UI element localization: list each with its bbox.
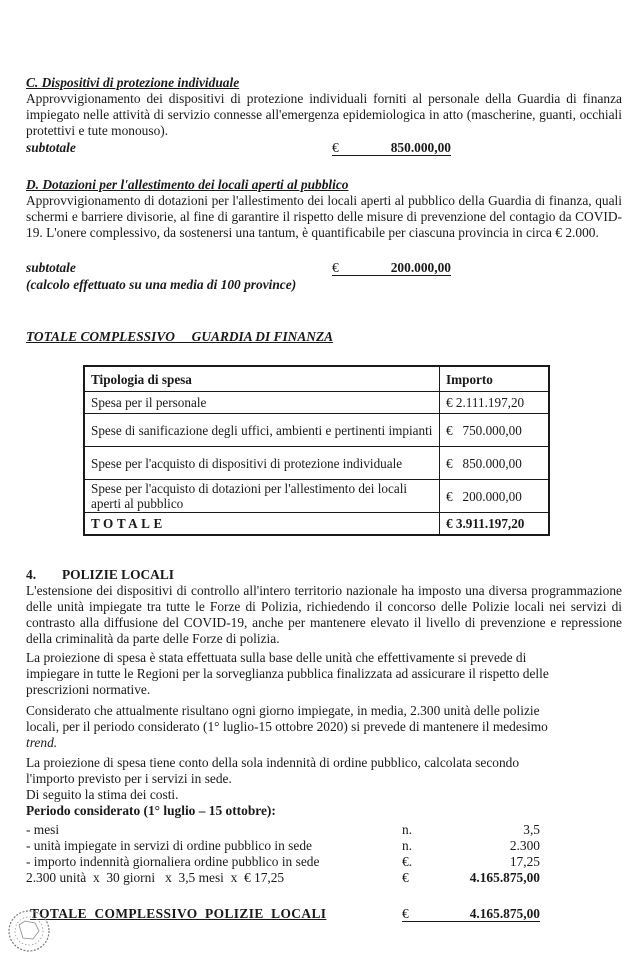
calc-row-value: 3,5 <box>523 822 540 837</box>
section-c-subtotal-label: subtotale <box>26 140 76 155</box>
table-total-label: TOTALE <box>84 513 440 536</box>
section-c-body: Approvvigionamento dei dispositivi di protezione individuali forniti al personale della Guardia di finanza impiegato nelle attività di servizio connesse all'emergenza epidemiologica in atto (mascherine, guanti, occhiali protettivi e tute monouso). <box>26 91 622 138</box>
total-polizie-heading: TOTALE COMPLESSIVO POLIZIE LOCALI <box>30 906 327 921</box>
underline-rule <box>332 275 451 276</box>
section-d-note: (calcolo effettuato su una media di 100 province) <box>26 277 297 292</box>
table-row <box>84 480 549 513</box>
section-4-para2-line1: La proiezione di spesa è stata effettuata sulla base delle unità che effettivamente si prevede di <box>26 650 527 665</box>
section-4-number: 4. <box>26 567 37 582</box>
total-gdf-heading: TOTALE COMPLESSIVO GUARDIA DI FINANZA <box>26 329 334 344</box>
calc-row-label: - unità impiegate in servizi di ordine pubblico in sede <box>26 838 312 853</box>
section-4-para1: L'estensione dei dispositivi di controllo all'intero territorio nazionale ha imposto una diversa programmazione delle unità impiegate tra tutte le Forze di Polizia, richiedendo il concorso delle Polizie locali nei servizi di contrasto alla diffusione del COVID-19, anche per mantenere elevato il livello di prevenzione e repressione della criminalità da parte delle Forze di polizia. <box>26 583 622 646</box>
summary-table <box>83 365 550 536</box>
currency-symbol: € <box>402 906 409 921</box>
total-polizie-value: 4.165.875,00 <box>469 906 540 921</box>
calc-row-unit: n. <box>402 822 413 837</box>
calc-row-label: 2.300 unità x 30 giorni x 3,5 mesi x € 17,25 <box>26 870 285 885</box>
calc-row-unit: € <box>402 870 409 885</box>
table-header-row <box>84 366 549 392</box>
calc-row-label: - importo indennità giornaliera ordine pubblico in sede <box>26 854 320 869</box>
currency-symbol: € <box>332 260 339 275</box>
table-cell-label: Spese di sanificazione degli uffici, ambienti e pertinenti impianti <box>84 414 440 447</box>
table-cell-amount: € 850.000,00 <box>440 447 550 480</box>
calc-row-value: 2.300 <box>509 838 540 853</box>
table-cell-label: Spesa per il personale <box>84 392 440 414</box>
underline-rule <box>332 155 451 156</box>
table-cell-label: Spese per l'acquisto di dispositivi di protezione individuale <box>84 447 440 480</box>
section-4-para2-line3: prescrizioni normative. <box>26 682 151 697</box>
section-4-para3-line2: locali, per il periodo considerato (1° luglio-15 ottobre 2020) si prevede di mantenere il medesimo <box>26 719 548 734</box>
table-row <box>84 414 549 447</box>
seal-stamp-icon <box>5 905 57 955</box>
section-d-heading: D. Dotazioni per l'allestimento dei locali aperti al pubblico <box>26 177 349 192</box>
underline-rule <box>402 921 540 922</box>
table-row <box>84 447 549 480</box>
calc-row-label: - mesi <box>26 822 60 837</box>
section-4-para5: Di seguito la stima dei costi. <box>26 787 179 802</box>
table-total-row <box>84 513 549 536</box>
section-4-para2-line2: impiegare in tutte le Regioni per la sorveglianza pubblica finalizzata ad assicurare il rispetto delle <box>26 666 549 681</box>
table-header-importo: Importo <box>440 366 550 392</box>
calc-row-value: 17,25 <box>509 854 540 869</box>
table-cell-amount: € 2.111.197,20 <box>440 392 550 414</box>
section-4-para3-line1: Considerato che attualmente risultano ogni giorno impiegate, in media, 2.300 unità delle polizie <box>26 703 540 718</box>
section-4-para4-line2: l'importo previsto per i servizi in sede. <box>26 771 232 786</box>
section-c-subtotal-value: 850.000,00 <box>390 140 451 155</box>
table-cell-amount: € 750.000,00 <box>440 414 550 447</box>
section-d-subtotal-label: subtotale <box>26 260 76 275</box>
section-4-heading: POLIZIE LOCALI <box>62 567 174 582</box>
calc-row-value: 4.165.875,00 <box>469 870 540 885</box>
section-d-subtotal <box>332 260 451 277</box>
table-total-amount: € 3.911.197,20 <box>440 513 550 536</box>
section-4-para4-line1: La proiezione di spesa tiene conto della sola indennità di ordine pubblico, calcolata secondo <box>26 755 520 770</box>
section-4-para3-line3: trend. <box>26 735 58 750</box>
table-cell-label: Spese per l'acquisto di dotazioni per l'allestimento dei locali aperti al pubblico <box>84 480 440 513</box>
currency-symbol: € <box>332 140 339 155</box>
calc-row-unit: €. <box>402 854 413 869</box>
section-d-body: Approvvigionamento di dotazioni per l'allestimento dei locali aperti al pubblico della Guardia di finanza, quali schermi e barriere divisorie, al fine di garantire il rispetto delle misure di prevenzione del contagio da COVID-19. L'onere complessivo, da sostenersi una tantum, è quantificabile per ciascuna provincia in circa € 2.000. <box>26 193 622 240</box>
section-c-heading: C. Dispositivi di protezione individuale <box>26 75 240 90</box>
table-cell-amount: € 200.000,00 <box>440 480 550 513</box>
table-row <box>84 392 549 414</box>
table-header-tipologia: Tipologia di spesa <box>84 366 440 392</box>
calc-row-unit: n. <box>402 838 413 853</box>
period-heading: Periodo considerato (1° luglio – 15 ottobre): <box>26 803 276 818</box>
total-polizie-amount <box>402 906 540 923</box>
section-d-subtotal-value: 200.000,00 <box>390 260 451 275</box>
section-c-subtotal <box>332 140 451 157</box>
